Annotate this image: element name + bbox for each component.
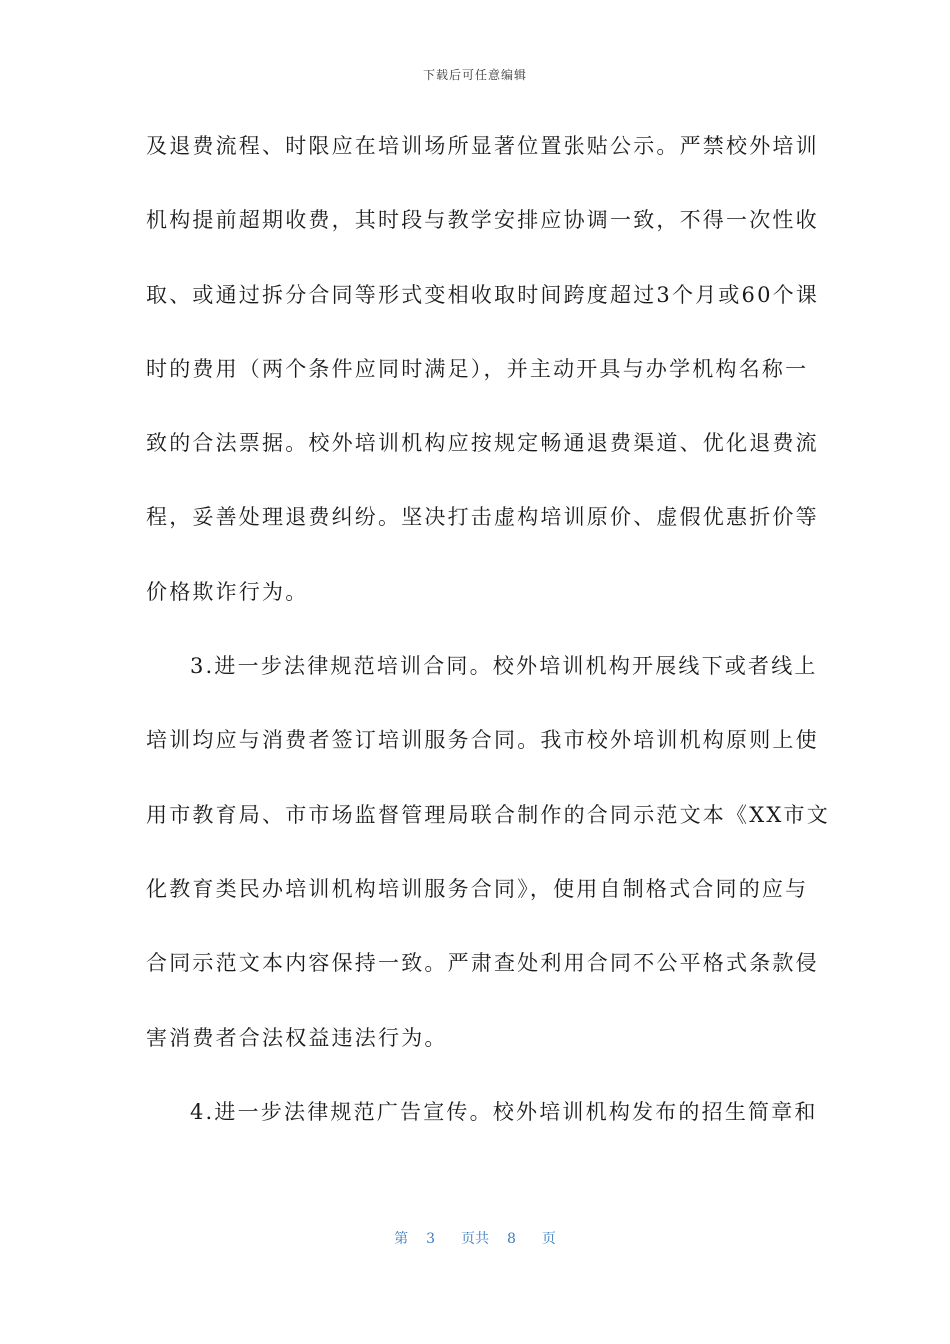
total-pages-number: 8: [507, 1231, 516, 1247]
text-line: 及退费流程、时限应在培训场所显著位置张贴公示。严禁校外培训: [146, 134, 819, 158]
paragraph-start-line: 4.进一步法律规范广告宣传。校外培训机构发布的招生简章和: [190, 1099, 818, 1124]
text-line: 取、或通过拆分合同等形式变相收取时间跨度超过3个月或60个课: [146, 282, 820, 307]
page-label-prefix: 第: [394, 1231, 409, 1247]
header-note: 下载后可任意编辑: [422, 68, 527, 82]
text-line: 致的合法票据。校外培训机构应按规定畅通退费渠道、优化退费流: [146, 431, 819, 456]
text-line: 程，妥善处理退费纠纷。坚决打击虚构培训原价、虚假优惠折价等: [146, 505, 819, 530]
text-line: 培训均应与消费者签订培训服务合同。我市校外培训机构原则上使: [146, 728, 819, 753]
text-line: 价格欺诈行为。: [146, 579, 309, 604]
text-line: 合同示范文本内容保持一致。严肃查处利用合同不公平格式条款侵: [146, 951, 819, 976]
page-footer: [0, 1228, 950, 1248]
text-line: 害消费者合法权益违法行为。: [146, 1025, 448, 1050]
current-page-number: 3: [426, 1231, 435, 1247]
text-line: 机构提前超期收费，其时段与教学安排应协调一致，不得一次性收: [146, 208, 819, 233]
text-line: 用市教育局、市市场监督管理局联合制作的合同示范文本《XX市文: [146, 802, 830, 827]
page-label-suffix: 页: [541, 1231, 556, 1247]
page-label-mid: 页共: [461, 1231, 489, 1247]
text-line: 时的费用（两个条件应同时满足），并主动开具与办学机构名称一: [146, 356, 809, 381]
paragraph-start-line: 3.进一步法律规范培训合同。校外培训机构开展线下或者线上: [190, 654, 818, 679]
text-line: 化教育类民办培训机构培训服务合同》，使用自制格式合同的应与: [146, 876, 809, 901]
body-text: [146, 128, 830, 1168]
